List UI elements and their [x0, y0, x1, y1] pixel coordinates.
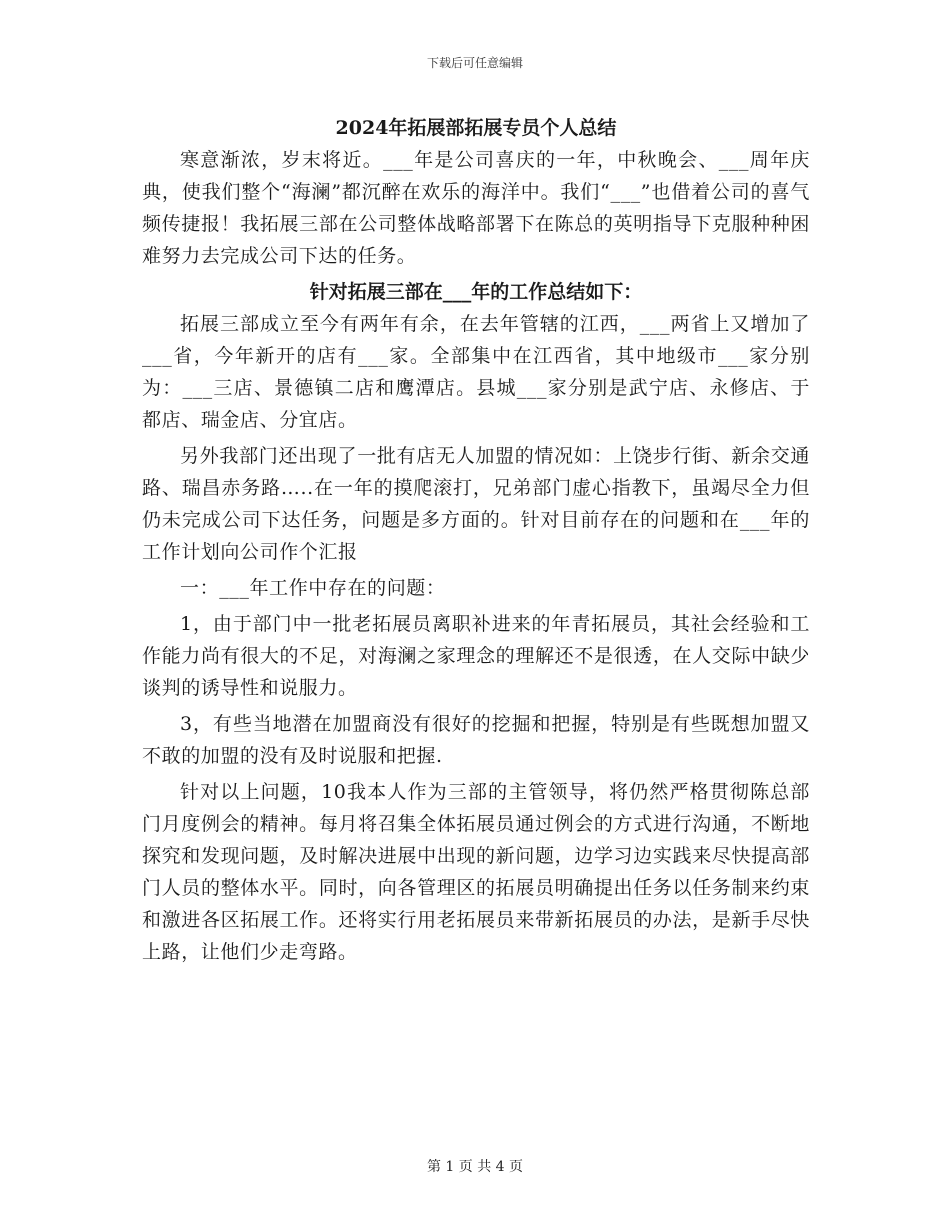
header-note: 下载后可任意编辑 [426, 56, 523, 70]
section-subtitle: 针对拓展三部在___年的工作总结如下： [309, 281, 643, 303]
intro-paragraph: 寒意渐浓，岁末将近。___年是公司喜庆的一年，中秋晚会、___周年庆典，使我们整个“海澜”都沉醉在欢乐的海洋中。我们“___”也借着公司的喜气频传捷报！我拓展三部在公司整体战略部署下在陈总的英明指导下克服种种困难努力去完成公司下达的任务。 [142, 149, 810, 267]
paragraph: 3，有些当地潜在加盟商没有很好的挖掘和把握，特别是有些既想加盟又不敢的加盟的没有及时说服和把握. [142, 713, 810, 767]
paragraph: 另外我部门还出现了一批有店无人加盟的情况如：上饶步行街、新余交通路、瑞昌赤务路…..在一年的摸爬滚打，兄弟部门虚心指教下，虽竭尽全力但仍未完成公司下达任务，问题是多方面的。针对目前存在的问题和在___年的工作计划向公司作个汇报 [142, 445, 810, 563]
document-body [142, 112, 810, 972]
document-title: 2024年拓展部拓展专员个人总结 [335, 117, 617, 139]
section-heading: 一：___年工作中存在的问题： [180, 577, 446, 599]
paragraph: 1，由于部门中一批老拓展员离职补进来的年青拓展员，其社会经验和工作能力尚有很大的不足，对海澜之家理念的理解还不是很透，在人交际中缺少谈判的诱导性和说服力。 [142, 613, 810, 699]
paragraph: 拓展三部成立至今有两年有余，在去年管辖的江西，___两省上又增加了___省，今年新开的店有___家。全部集中在江西省，其中地级市___家分别为：___三店、景德镇二店和鹰潭店。县城___家分别是武宁店、永修店、于都店、瑞金店、分宜店。 [142, 313, 810, 431]
paragraph: 针对以上问题，10我本人作为三部的主管领导，将仍然严格贯彻陈总部门月度例会的精神。每月将召集全体拓展员通过例会的方式进行沟通，不断地探究和发现问题，及时解决进展中出现的新问题，边学习边实践来尽快提高部门人员的整体水平。同时，向各管理区的拓展员明确提出任务以任务制来约束和激进各区拓展工作。还将实行用老拓展员来带新拓展员的办法，是新手尽快上路，让他们少走弯路。 [142, 781, 810, 963]
page-number: 第 1 页 共 4 页 [426, 1159, 524, 1175]
